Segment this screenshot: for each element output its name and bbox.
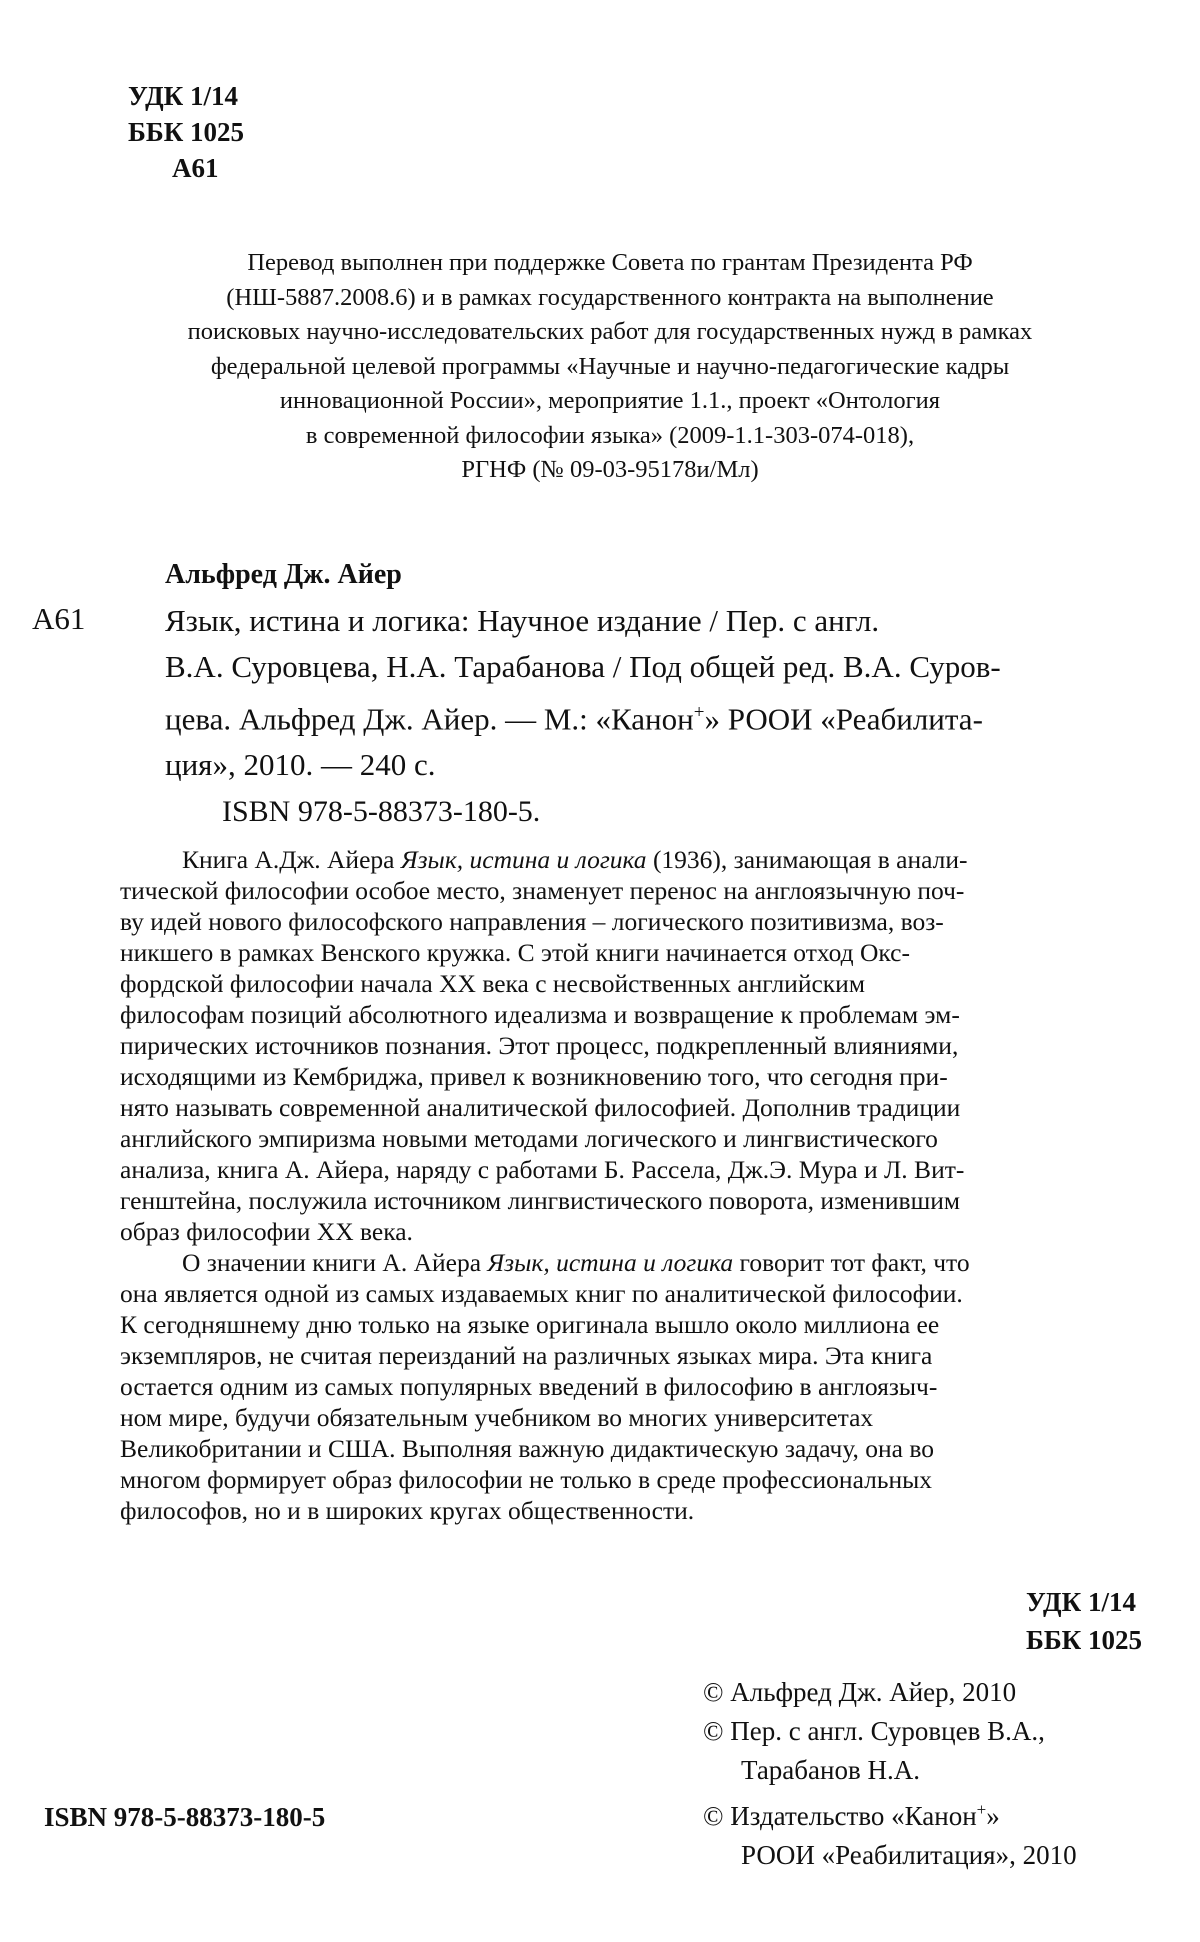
annotation-fragment: (1936), занимающая в анали-: [652, 845, 968, 874]
annotation-line: [120, 1433, 1165, 1464]
bib-title-text: Язык, истина и логика: Научное издание / Пер. с англ.: [165, 603, 880, 638]
bib-title-line: [165, 690, 1165, 742]
grant-notice: [110, 246, 1110, 488]
annotation-line: [120, 844, 1165, 875]
annotation-line: [120, 968, 1165, 999]
copyright-line: © Пер. с англ. Суровцев В.А.,: [703, 1716, 1045, 1746]
annotation-text: [120, 1247, 970, 1278]
grant-line: (НШ-5887.2008.6) и в рамках государственного контракта на выполнение: [226, 283, 994, 311]
annotation-line: [120, 1123, 1165, 1154]
annotation-line: [120, 1154, 1165, 1185]
bib-author: Альфред Дж. Айер: [165, 559, 402, 590]
annotation-line: [120, 1030, 1165, 1061]
annotation-line: [120, 999, 1165, 1030]
annotation-line: [120, 1278, 1165, 1309]
annotation-text: ву идей нового философского направления – логического позитивизма, воз-: [120, 907, 944, 936]
plus-superscript: +: [976, 1800, 987, 1819]
annotation-line: [120, 1092, 1165, 1123]
annotation-text: исходящими из Кембриджа, привел к возникновению того, что сегодня при-: [120, 1062, 948, 1091]
copyright-line: РООИ «Реабилитация», 2010: [741, 1840, 1077, 1870]
annotation-line: [120, 1371, 1165, 1402]
annotation-line: [120, 1061, 1165, 1092]
bib-isbn: ISBN 978-5-88373-180-5.: [222, 795, 541, 828]
bib-title: [165, 598, 1165, 788]
annotation-text: она является одной из самых издаваемых книг по аналитической философии.: [120, 1279, 963, 1308]
footer-codes: [1026, 1583, 1142, 1659]
annotation-line: [120, 1464, 1165, 1495]
annotation-line: [120, 1340, 1165, 1371]
bib-title-fragment: » РООИ «Реабилита-: [704, 701, 983, 737]
copyright-line: © Альфред Дж. Айер, 2010: [703, 1677, 1017, 1707]
grant-line: поисковых научно-исследовательских работ для государственных нужд в рамках: [187, 318, 1033, 345]
annotation-line: [120, 875, 1165, 906]
annotation-text: К сегодняшнему дню только на языке оригинала вышло около миллиона ее: [120, 1310, 940, 1339]
annotation-text: ном мире, будучи обязательным учебником во многих университетах: [120, 1403, 874, 1432]
bib-code: А61: [32, 601, 86, 636]
annotation-line: [120, 1185, 1165, 1216]
annotation-line: [120, 1402, 1165, 1433]
annotation-text: экземпляров, не считая переизданий на различных языках мира. Эта книга: [120, 1341, 933, 1370]
annotation-text: философам позиций абсолютного идеализма и возвращение к проблемам эм-: [120, 1000, 960, 1029]
grant-line: Перевод выполнен при поддержке Совета по грантам Президента РФ: [247, 249, 973, 276]
annotation-fragment: говорит тот факт, что: [739, 1248, 970, 1277]
copyright-line: Тарабанов Н.А.: [741, 1755, 920, 1785]
bib-title-line: [165, 598, 1165, 644]
annotation-line: [120, 906, 1165, 937]
annotation-line: [120, 937, 1165, 968]
footer-isbn: ISBN 978-5-88373-180-5: [44, 1802, 326, 1832]
annotation-fragment: Книга А.Дж. Айера: [182, 845, 395, 874]
annotation-text: анализа, книга А. Айера, наряду с работами Б. Рассела, Дж.Э. Мура и Л. Вит-: [120, 1155, 965, 1184]
footer-bbk: ББК 1025: [1025, 1625, 1142, 1655]
header-udk: УДК 1/14: [128, 81, 238, 111]
book-title-italic: Язык, истина и логика: [487, 1248, 734, 1277]
header-codes: [128, 78, 244, 186]
annotation-text: никшего в рамках Венского кружка. С этой книги начинается отход Окс-: [120, 938, 910, 967]
bib-title-text: [165, 690, 983, 742]
annotation-text: генштейна, послужила источником лингвистического поворота, изменившим: [120, 1186, 960, 1215]
annotation-text: пирических источников познания. Этот процесс, подкрепленный влияниями,: [120, 1031, 959, 1060]
annotation-text: многом формирует образ философии не только в среде профессиональных: [120, 1465, 932, 1494]
annotation-fragment: О значении книги А. Айера: [182, 1248, 482, 1277]
bib-title-line: ция», 2010. — 240 с.: [165, 747, 436, 783]
copyright-fragment: © Издательство «Канон: [703, 1801, 977, 1831]
grant-line: инновационной России», мероприятие 1.1., проект «Онтология: [279, 387, 941, 414]
annotation-text: тической философии особое место, знаменует перенос на англоязычную поч-: [120, 876, 965, 905]
bib-title-text: В.А. Суровцева, Н.А. Тарабанова / Под общей ред. В.А. Суров-: [165, 649, 1001, 684]
copyright-line: [703, 1790, 1077, 1836]
annotation-text: английского эмпиризма новыми методами логического и лингвистического: [120, 1124, 938, 1153]
grant-line: РГНФ (№ 09-03-95178и/Мл): [461, 456, 759, 483]
copyright-block: [703, 1673, 1077, 1875]
plus-superscript: +: [693, 702, 705, 723]
book-title-italic: Язык, истина и логика: [400, 845, 647, 874]
grant-line: в современной философии языка» (2009-1.1-303-074-018),: [305, 421, 915, 449]
header-bbk: ББК 1025: [128, 117, 245, 147]
annotation-line: [120, 1309, 1165, 1340]
footer-udk: УДК 1/14: [1025, 1587, 1136, 1617]
annotation-text: нято называть современной аналитической философией. Дополнив традиции: [120, 1093, 961, 1122]
annotation-text: Великобритании и США. Выполняя важную дидактическую задачу, она во: [120, 1434, 934, 1463]
annotation-text: фордской философии начала XX века с несвойственных английским: [120, 969, 865, 998]
annotation: [120, 844, 1165, 1526]
header-code: А61: [172, 153, 219, 183]
annotation-text: [120, 844, 968, 875]
annotation-line: образ философии XX века.: [120, 1217, 413, 1246]
bib-title-line: [165, 644, 1165, 690]
annotation-text: остается одним из самых популярных введений в философию в англоязыч-: [120, 1372, 938, 1401]
annotation-line: [120, 1247, 1165, 1278]
copyright-fragment: »: [986, 1801, 1000, 1831]
annotation-line: философов, но и в широких кругах общественности.: [120, 1496, 695, 1525]
bib-title-fragment: цева. Альфред Дж. Айер. — М.: «Канон: [165, 701, 694, 737]
grant-line: федеральной целевой программы «Научные и научно-педагогические кадры: [210, 352, 1010, 380]
